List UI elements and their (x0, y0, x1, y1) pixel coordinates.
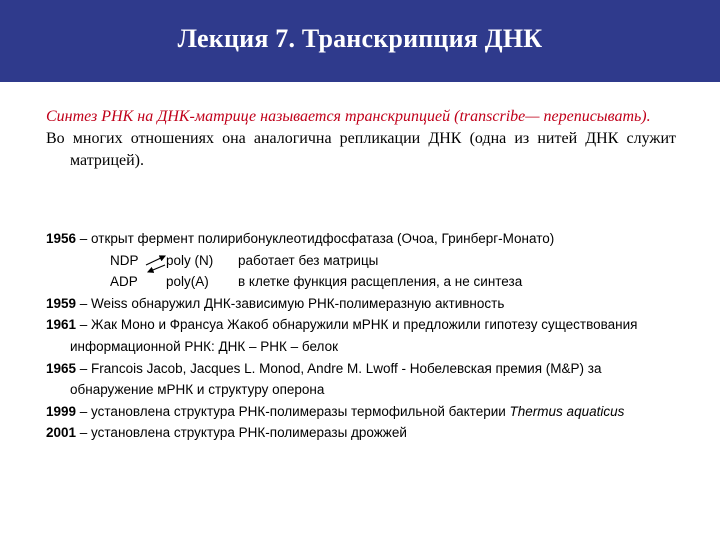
history-block (46, 228, 686, 444)
reaction-product: poly (N) (166, 252, 214, 268)
entry-text: – открыт фермент полирибонуклеотидфосфатаза (Очоа, Гринберг-Монато) (76, 231, 555, 246)
history-entry-2001 (46, 422, 686, 444)
reaction-row-adp (46, 271, 686, 293)
history-entry-1956 (46, 228, 686, 250)
entry-text: – Francois Jacob, Jacques L. Monod, Andre M. Lwoff - Нобелевская премия (M&P) за обнаружение мРНК и структуру оперона (70, 360, 602, 398)
year-label: 1956 (46, 231, 77, 246)
definition-text: Синтез РНК на ДНК-матрице называется транскрипцией ( (46, 108, 460, 125)
slide-title: Лекция 7. Транскрипция ДНК (177, 24, 543, 53)
intro-analogy: Во многих отношениях она аналогична репликации ДНК (одна из нитей ДНК служит матрицей). (46, 130, 676, 169)
intro-definition (46, 106, 676, 128)
entry-text: – установлена структура РНК-полимеразы термофильной бактерии (76, 403, 510, 419)
entry-text: – Weiss обнаружил ДНК-зависимую РНК-полимеразную активность (76, 295, 505, 311)
reaction-description: работает без матрицы (238, 252, 379, 268)
reaction-substrate: ADP (110, 274, 138, 290)
history-entry-1961 (46, 314, 686, 357)
year-label: 2001 (46, 425, 77, 441)
history-entry-1999 (46, 401, 686, 423)
history-entry-1959 (46, 293, 686, 315)
reaction-description: в клетке функция расщепления, а не синтеза (238, 274, 523, 290)
reaction-product: poly(A) (166, 274, 209, 290)
species-name: Thermus aquaticus (509, 403, 625, 419)
year-label: 1961 (46, 317, 77, 333)
title-bar (0, 0, 720, 82)
entry-text: – установлена структура РНК-полимеразы дрожжей (76, 425, 407, 441)
year-label: 1965 (46, 360, 77, 376)
reaction-substrate: NDP (110, 252, 139, 268)
entry-text: – Жак Моно и Франсуа Жакоб обнаружили мРНК и предложили гипотезу существования информационной РНК: ДНК – РНК – белок (70, 317, 638, 354)
history-entry-1965 (46, 358, 686, 401)
definition-term: transcribe— переписывать). (459, 108, 651, 125)
intro-block (46, 106, 676, 172)
year-label: 1959 (46, 295, 77, 311)
reaction-row-ndp (46, 250, 686, 272)
year-label: 1999 (46, 403, 77, 419)
reaction-group (46, 250, 686, 293)
